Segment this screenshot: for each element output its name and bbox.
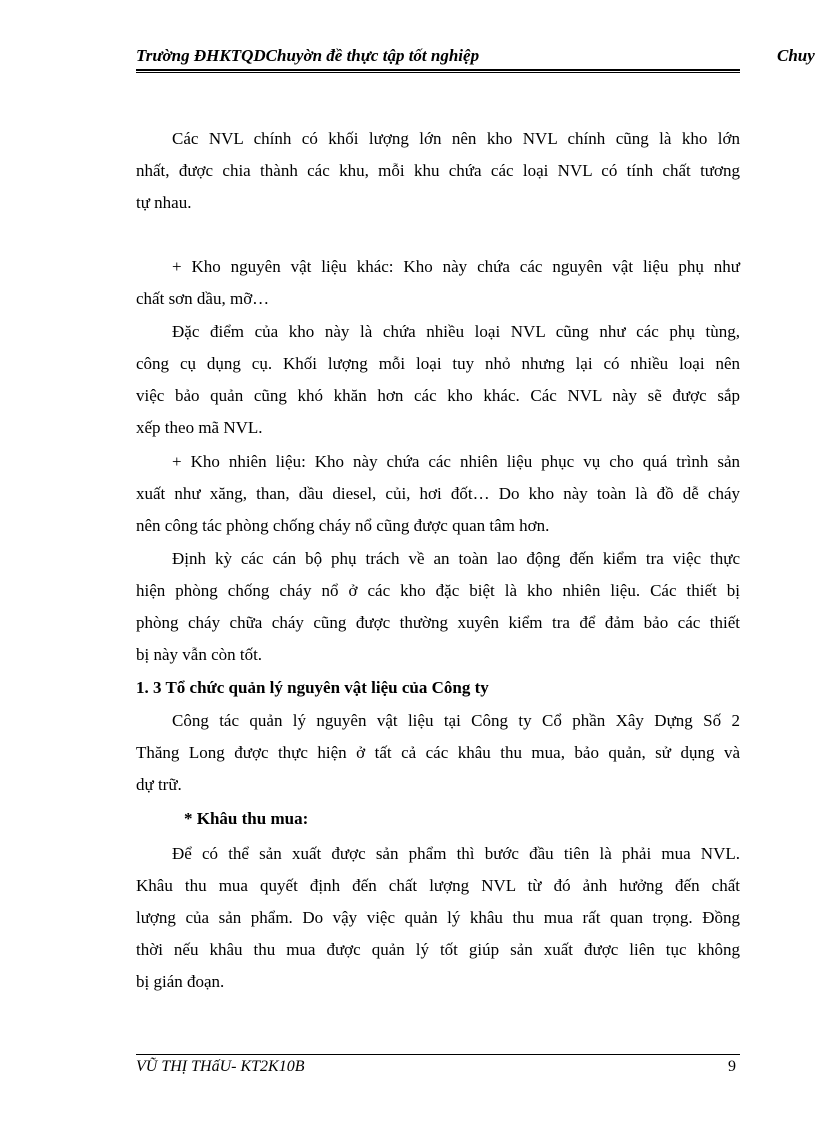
page-number: 9	[728, 1058, 736, 1075]
text-line: bị này vẫn còn tốt.	[136, 645, 263, 664]
text-line: dự trữ.	[136, 775, 182, 794]
footer-author: VŨ THỊ THấU- KT2K10B	[136, 1058, 305, 1075]
header-right-text: Chuy	[777, 46, 815, 65]
text-line: nên công tác phòng chống cháy nổ cũng được quan tâm hơn.	[136, 516, 550, 535]
text-line: Để có thể sản xuất được sản phẩm thì bước đầu tiên là phải mua NVL.	[172, 844, 740, 863]
text-line: Các NVL chính có khối lượng lớn nên kho NVL chính cũng là kho lớn	[172, 129, 740, 148]
header-rule	[136, 69, 740, 73]
text-line: lượng của sản phẩm. Do vậy việc quản lý khâu thu mua rất quan trọng. Đồng	[136, 908, 740, 927]
header-title: Trường ĐHKTQDChuyờn đề thực tập tốt nghiệp	[136, 46, 480, 65]
text-line: bị gián đoạn.	[136, 972, 225, 991]
text-line: việc bảo quản cũng khó khăn hơn các kho khác. Các NVL này sẽ được sắp	[136, 386, 740, 405]
text-line: xuất như xăng, than, dầu diesel, củi, hơi đốt… Do kho này toàn là đồ dễ cháy	[136, 484, 740, 503]
text-line: Định kỳ các cán bộ phụ trách về an toàn lao động đến kiểm tra việc thực	[172, 549, 740, 568]
text-line: + Kho nhiên liệu: Kho này chứa các nhiên liệu phục vụ cho quá trình sản	[172, 452, 740, 471]
text-line: thời nếu khâu thu mua được quản lý tốt giúp sản xuất được liên tục không	[136, 940, 740, 959]
text-line: xếp theo mã NVL.	[136, 418, 263, 437]
text-line: hiện phòng chống cháy nổ ở các kho đặc biệt là kho nhiên liệu. Các thiết bị	[136, 581, 740, 600]
text-line: chất sơn dầu, mỡ…	[136, 289, 270, 308]
text-line: Công tác quản lý nguyên vật liệu tại Công ty Cổ phần Xây Dựng Số 2	[172, 711, 740, 730]
text-line: tự nhau.	[136, 193, 192, 212]
text-line: nhất, được chia thành các khu, mỗi khu chứa các loại NVL có tính chất tương	[136, 161, 740, 180]
text-line: công cụ dụng cụ. Khối lượng mỗi loại tuy nhỏ nhưng lại có nhiều loại nên	[136, 354, 740, 373]
section-heading: 1. 3 Tổ chức quản lý nguyên vật liệu của Công ty	[136, 678, 489, 697]
text-line: Thăng Long được thực hiện ở tất cả các khâu thu mua, bảo quản, sử dụng và	[136, 743, 740, 762]
text-line: + Kho nguyên vật liệu khác: Kho này chứa các nguyên vật liệu phụ như	[172, 257, 740, 276]
text-line: Khâu thu mua quyết định đến chất lượng NVL từ đó ảnh hưởng đến chất	[136, 876, 740, 895]
text-line: Đặc điểm của kho này là chứa nhiều loại NVL cũng như các phụ tùng,	[172, 322, 740, 341]
text-line: phòng cháy chữa cháy cũng được thường xuyên kiểm tra để đảm bảo các thiết	[136, 613, 740, 632]
section-heading: * Khâu thu mua:	[184, 809, 309, 828]
footer-rule	[136, 1054, 740, 1055]
